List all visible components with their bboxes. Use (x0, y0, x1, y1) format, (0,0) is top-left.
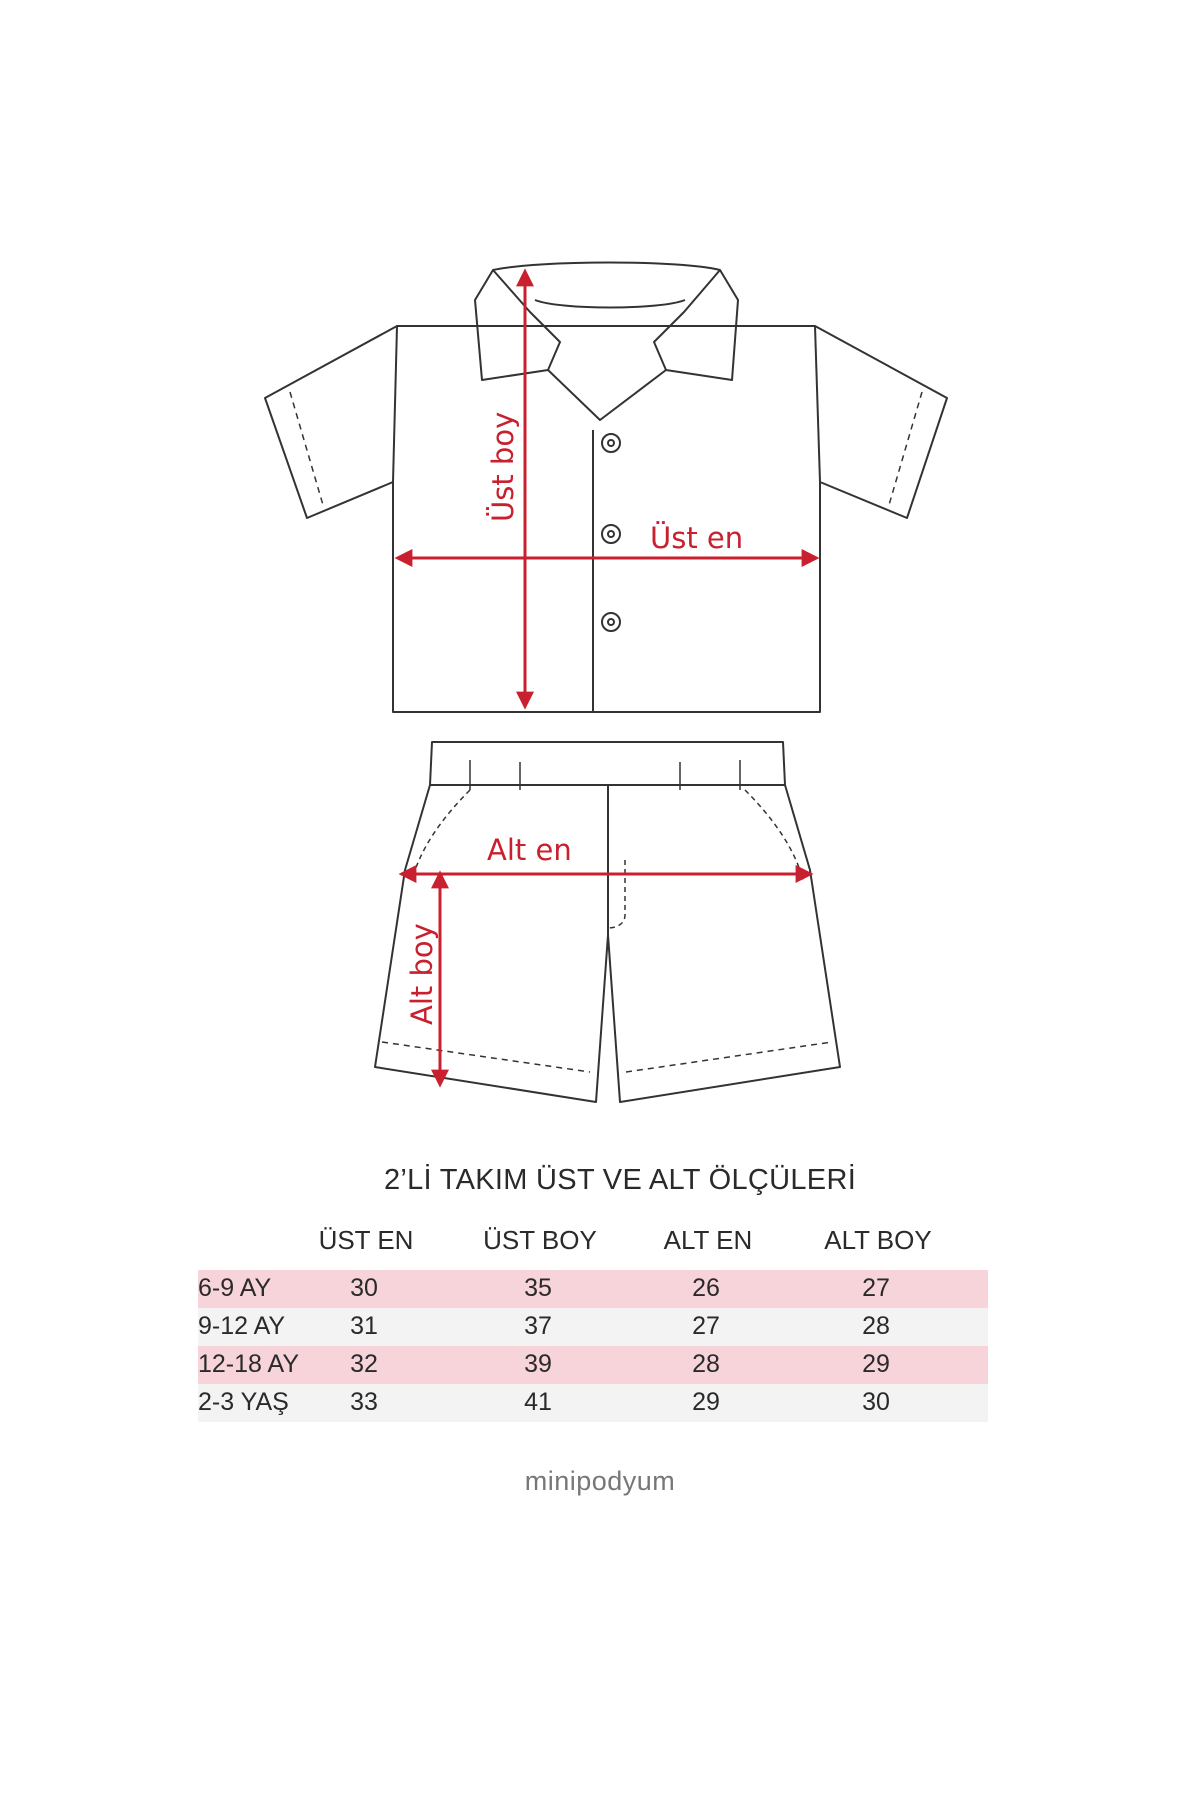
shorts-fly-stitch (608, 860, 625, 928)
alt-en-label: Alt en (487, 833, 572, 867)
alt-boy-value: 30 (862, 1388, 890, 1416)
button-icon (602, 613, 620, 631)
size-label: 2-3 YAŞ (198, 1388, 289, 1416)
shirt-body-outline (265, 326, 947, 712)
shorts-waistband (430, 742, 785, 785)
column-header-ust-en: ÜST EN (318, 1225, 414, 1255)
button-icon (602, 434, 620, 452)
shorts-right-pocket (745, 790, 803, 880)
button-icon (602, 525, 620, 543)
alt-en-value: 28 (692, 1350, 720, 1378)
shorts-left-hem-stitch (382, 1042, 590, 1072)
ust-boy-value: 37 (524, 1312, 552, 1340)
ust-en-value: 32 (350, 1350, 378, 1378)
shirt-left-cuff-stitch (290, 392, 323, 505)
size-label: 6-9 AY (198, 1274, 272, 1302)
table-row (198, 1308, 988, 1346)
alt-boy-value: 28 (862, 1312, 890, 1340)
ust-boy-value: 35 (524, 1274, 552, 1302)
shirt-neck-v (548, 370, 666, 420)
size-label: 12-18 AY (198, 1350, 300, 1378)
table-row (198, 1346, 988, 1384)
shirt-neckline (535, 300, 685, 308)
shorts-right-hem-stitch (626, 1042, 832, 1072)
alt-boy-value: 29 (862, 1350, 890, 1378)
brand-logo: minipodyum (524, 1466, 676, 1496)
shirt-right-armhole (815, 326, 820, 482)
table-row (198, 1270, 988, 1308)
size-table (198, 1270, 988, 1422)
shirt-collar-back (493, 263, 720, 271)
size-label: 9-12 AY (198, 1312, 286, 1340)
column-header-ust-boy: ÜST BOY (483, 1225, 597, 1255)
ust-boy-value: 39 (524, 1350, 552, 1378)
alt-en-value: 26 (692, 1274, 720, 1302)
alt-en-value: 27 (692, 1312, 720, 1340)
ust-boy-value: 41 (524, 1388, 552, 1416)
shorts-drawing (375, 742, 840, 1102)
column-header-alt-boy: ALT BOY (824, 1225, 932, 1255)
ust-boy-label: Üst boy (486, 411, 520, 522)
table-row (198, 1384, 988, 1422)
alt-en-value: 29 (692, 1388, 720, 1416)
ust-en-value: 31 (350, 1312, 378, 1340)
alt-boy-label: Alt boy (405, 923, 439, 1025)
ust-en-label: Üst en (650, 521, 744, 555)
size-table-title: 2’Lİ TAKIM ÜST VE ALT ÖLÇÜLERİ (383, 1164, 857, 1196)
ust-en-value: 30 (350, 1274, 378, 1302)
alt-boy-value: 27 (862, 1274, 890, 1302)
shirt-left-armhole (393, 326, 397, 482)
shorts-left-pocket (412, 790, 470, 880)
shirt-drawing (265, 263, 947, 713)
ust-en-value: 33 (350, 1388, 378, 1416)
column-header-alt-en: ALT EN (663, 1225, 753, 1255)
